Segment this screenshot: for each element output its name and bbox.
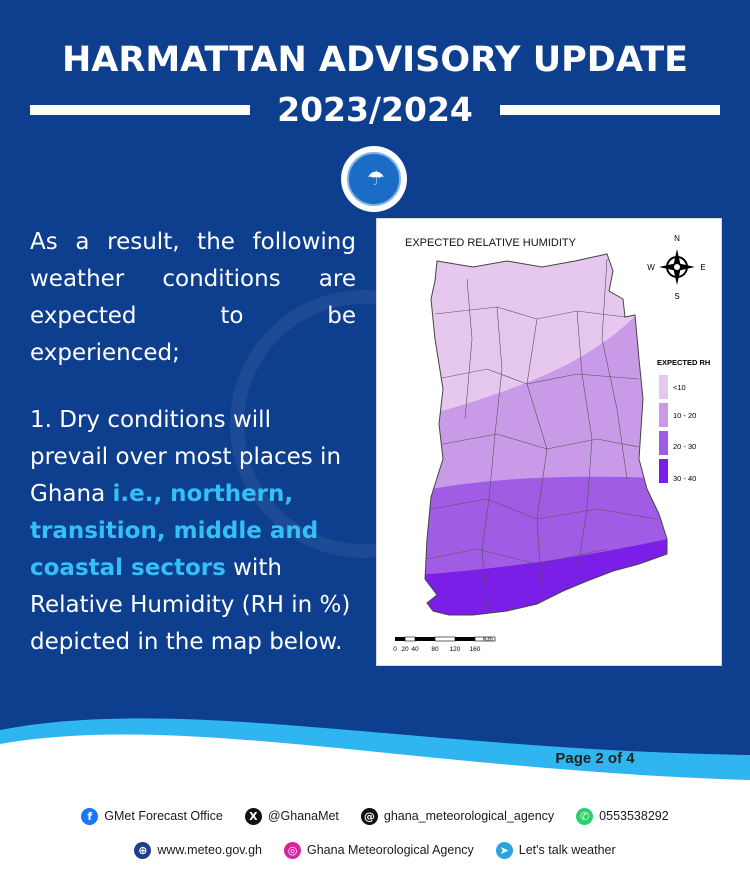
- x-link[interactable]: [245, 808, 339, 825]
- whatsapp-icon: ✆: [576, 808, 593, 825]
- legend-swatch-10-20: [659, 403, 668, 427]
- legend-label-20-30: 20 - 30: [673, 442, 697, 451]
- threads-handle: ghana_meteorological_agency: [383, 809, 555, 823]
- website-url: www.meteo.gov.gh: [157, 843, 262, 857]
- scale-tick-160: 160: [469, 646, 481, 653]
- compass-north: N: [674, 234, 680, 243]
- website-link[interactable]: [134, 842, 262, 859]
- scale-bar: [393, 636, 495, 653]
- rh-text: with Relative Humidity (RH in %) depicted in the map below.: [30, 555, 351, 655]
- legend-swatch-30-40: [659, 459, 668, 483]
- facebook-link[interactable]: [81, 808, 223, 825]
- globe-icon: ⊕: [134, 842, 151, 859]
- x-icon: X: [245, 808, 262, 825]
- instagram-handle: Ghana Meteorological Agency: [307, 843, 474, 857]
- year-banner: [30, 92, 720, 128]
- humidity-map: [376, 218, 722, 666]
- footer-socials-row-1: [0, 804, 750, 828]
- legend-swatch-20-30: [659, 431, 668, 455]
- legend-label-10-20: 10 - 20: [673, 411, 697, 420]
- legend-label-lt10: <10: [673, 383, 686, 392]
- scale-tick-0: 0: [393, 646, 397, 653]
- instagram-icon: ◎: [284, 842, 301, 859]
- legend-swatch-lt10: [659, 375, 668, 399]
- scale-tick-120: 120: [449, 646, 461, 653]
- threads-link[interactable]: [361, 808, 554, 825]
- scale-tick-80: 80: [431, 646, 439, 653]
- facebook-icon: f: [81, 808, 98, 825]
- instagram-link[interactable]: [284, 842, 474, 859]
- compass-south: S: [674, 292, 680, 301]
- gmet-logo-icon: ☂: [347, 152, 401, 206]
- scale-tick-20: 20: [401, 646, 409, 653]
- compass: [647, 234, 705, 301]
- page-indicator: Page 2 of 4: [555, 750, 635, 767]
- intro-paragraph: As a result, the following weather conditions are expected to be experienced;: [30, 229, 356, 366]
- telegram-handle: Let's talk weather: [518, 843, 616, 857]
- legend-title: EXPECTED RH: [657, 358, 711, 367]
- telegram-link[interactable]: [496, 842, 616, 859]
- scale-tick-40: 40: [411, 646, 419, 653]
- advisory-year: 2023/2024: [277, 90, 473, 129]
- map-svg: [377, 219, 721, 665]
- footer-socials-row-2: [0, 838, 750, 862]
- compass-west: W: [647, 263, 655, 272]
- advisory-title: HARMATTAN ADVISORY UPDATE: [62, 40, 688, 80]
- map-legend: [657, 358, 710, 483]
- dry-conditions-text: 1. Dry conditions will prevail over most places in Ghana: [30, 407, 342, 507]
- threads-icon: @: [361, 808, 378, 825]
- scale-unit: Km: [483, 636, 493, 643]
- facebook-handle: GMet Forecast Office: [104, 809, 223, 823]
- x-handle: @GhanaMet: [267, 809, 339, 823]
- whatsapp-link[interactable]: [576, 808, 669, 825]
- whatsapp-number: 0553538292: [599, 809, 669, 823]
- dry-conditions-paragraph: [30, 402, 356, 661]
- compass-east: E: [700, 263, 706, 272]
- sectors-highlight: i.e., northern, transition, middle and coastal sectors: [30, 481, 319, 581]
- telegram-icon: ➤: [496, 842, 513, 859]
- gmet-logo: [341, 146, 407, 212]
- map-title: EXPECTED RELATIVE HUMIDITY: [405, 237, 576, 249]
- legend-label-30-40: 30 - 40: [673, 474, 697, 483]
